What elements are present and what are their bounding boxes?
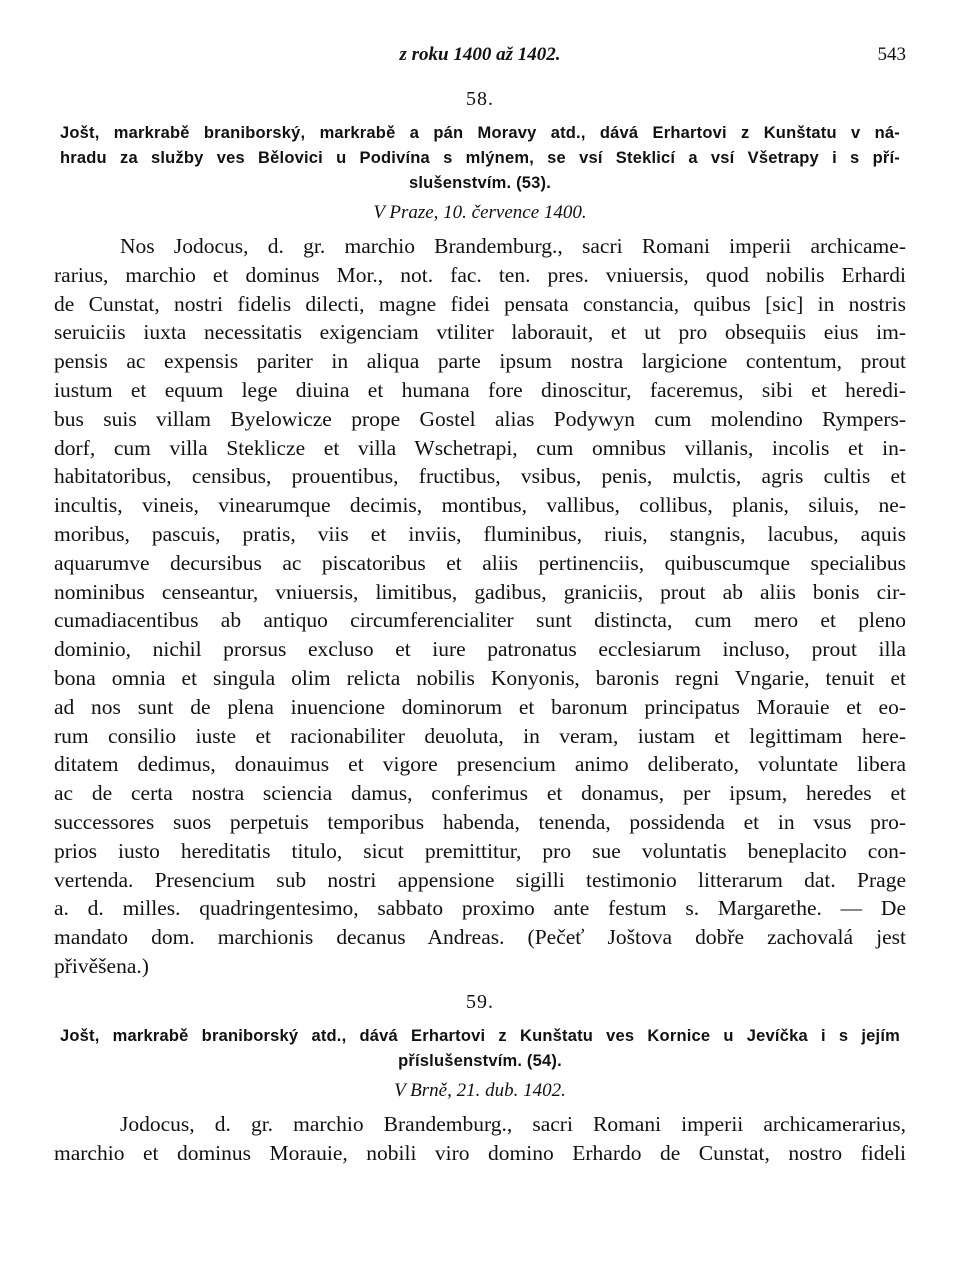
regest-line: Jošt, markrabě braniborský atd., dává Erhartovi z Kunštatu ves Kornice u Jevíčka i s jejím bbox=[60, 1026, 900, 1045]
running-head bbox=[54, 40, 906, 74]
document-58 bbox=[54, 88, 906, 981]
text-line: mandato dom. marchionis decanus Andreas. (Pečeť Joštova dobře zachovalá jest bbox=[54, 925, 906, 950]
text-line: přivěšena.) bbox=[54, 953, 149, 978]
charter-text bbox=[54, 232, 906, 981]
text-line: rum consilio iuste et racionabiliter deuoluta, in veram, iustam et legittimam here- bbox=[54, 723, 906, 748]
text-line: rarius, marchio et dominus Mor., not. fac. ten. pres. vniuersis, quod nobilis Erhardi bbox=[54, 262, 906, 287]
text-line: pensis ac expensis pariter in aliqua parte ipsum nostra largicione contentum, prout bbox=[54, 349, 906, 374]
regest-line: příslušenstvím. (54). bbox=[398, 1051, 562, 1070]
page-number: 543 bbox=[877, 44, 906, 65]
text-line: a. d. milles. quadringentesimo, sabbato proximo ante festum s. Margarethe. — De bbox=[54, 896, 906, 921]
text-line: habitatoribus, censibus, prouentibus, fructibus, vsibus, penis, mulctis, agris cultis et bbox=[54, 464, 906, 489]
document-number: 59. bbox=[466, 990, 494, 1013]
text-line: cumadiacentibus ab antiquo circumferencialiter sunt distincta, cum mero et pleno bbox=[54, 608, 906, 633]
text-line: aquarumve decursibus ac piscatoribus et aliis pertinenciis, quibuscumque specialibus bbox=[54, 550, 906, 575]
text-line: moribus, pascuis, pratis, viis et inviis, fluminibus, riuis, stangnis, lacubus, aquis bbox=[54, 521, 906, 546]
document-59 bbox=[54, 991, 906, 1168]
regest-line: slušenstvím. (53). bbox=[408, 174, 552, 192]
dating: V Brně, 21. dub. 1402. bbox=[394, 1079, 566, 1101]
text-line: bus suis villam Byelowicze prope Gostel alias Podywyn cum molendino Rympers- bbox=[54, 406, 906, 431]
running-head-title: z roku 1400 až 1402. bbox=[399, 44, 561, 65]
text-line: nominibus censeantur, vniuersis, limitibus, gadibus, graniciis, prout ab aliis bonis cir- bbox=[54, 579, 906, 604]
text-line: incultis, vineis, vinearumque decimis, montibus, vallibus, collibus, planis, siluis, ne- bbox=[54, 493, 906, 518]
text-line: de Cunstat, nostri fidelis dilecti, magne fidei pensata constancia, quibus [sic] in nostris bbox=[54, 291, 906, 316]
text-line: vertenda. Presencium sub nostri appensione sigilli testimonio litterarum dat. Prage bbox=[54, 867, 906, 892]
text-line: Jodocus, d. gr. marchio Brandemburg., sacri Romani imperii archicamerarius, bbox=[120, 1111, 906, 1136]
text-line: bona omnia et singula olim relicta nobilis Konyonis, baronis regni Vngarie, tenuit et bbox=[54, 665, 906, 690]
document-number: 58. bbox=[466, 88, 494, 110]
text-line: dominio, nichil prorsus excluso et iure patronatus ecclesiarum incluso, prout illa bbox=[54, 637, 906, 662]
text-line: dorf, cum villa Steklicze et villa Wschetrapi, cum omnibus villanis, incolis et in- bbox=[54, 435, 906, 460]
text-line: Nos Jodocus, d. gr. marchio Brandemburg., sacri Romani imperii archicame- bbox=[120, 234, 906, 258]
text-line: ad nos sunt de plena inuencione dominorum et baronum principatus Morauie et eo- bbox=[54, 694, 906, 719]
text-line: prios iusto hereditatis titulo, sicut premittitur, pro sue voluntatis beneplacito con- bbox=[54, 838, 906, 863]
regest-line: hradu za služby ves Bělovici u Podivína s mlýnem, se vsí Steklicí a vsí Všetrapy i s pří- bbox=[60, 149, 900, 167]
page bbox=[54, 40, 906, 1167]
regest-line: Jošt, markrabě braniborský, markrabě a pán Moravy atd., dává Erhartovi z Kunštatu v ná- bbox=[60, 124, 900, 142]
regest bbox=[60, 1024, 900, 1074]
regest bbox=[60, 121, 900, 196]
charter-text bbox=[54, 1110, 906, 1168]
text-line: successores suos perpetuis temporibus habenda, tenenda, possidenda et in vsus pro- bbox=[54, 809, 906, 834]
text-line: iustum et equum lege diuina et humana fore dinoscitur, faceremus, sibi et heredi- bbox=[54, 377, 906, 402]
text-line: marchio et dominus Morauie, nobili viro domino Erhardo de Cunstat, nostro fideli bbox=[54, 1140, 906, 1165]
dating: V Praze, 10. července 1400. bbox=[373, 202, 587, 223]
text-line: ditatem dedimus, donauimus et vigore presencium animo deliberato, voluntate libera bbox=[54, 752, 906, 777]
text-line: ac de certa nostra sciencia damus, conferimus et donamus, per ipsum, heredes et bbox=[54, 781, 906, 806]
text-line: seruiciis iuxta necessitatis exigenciam vtiliter laborauit, et ut pro obsequiis eius im- bbox=[54, 320, 906, 345]
